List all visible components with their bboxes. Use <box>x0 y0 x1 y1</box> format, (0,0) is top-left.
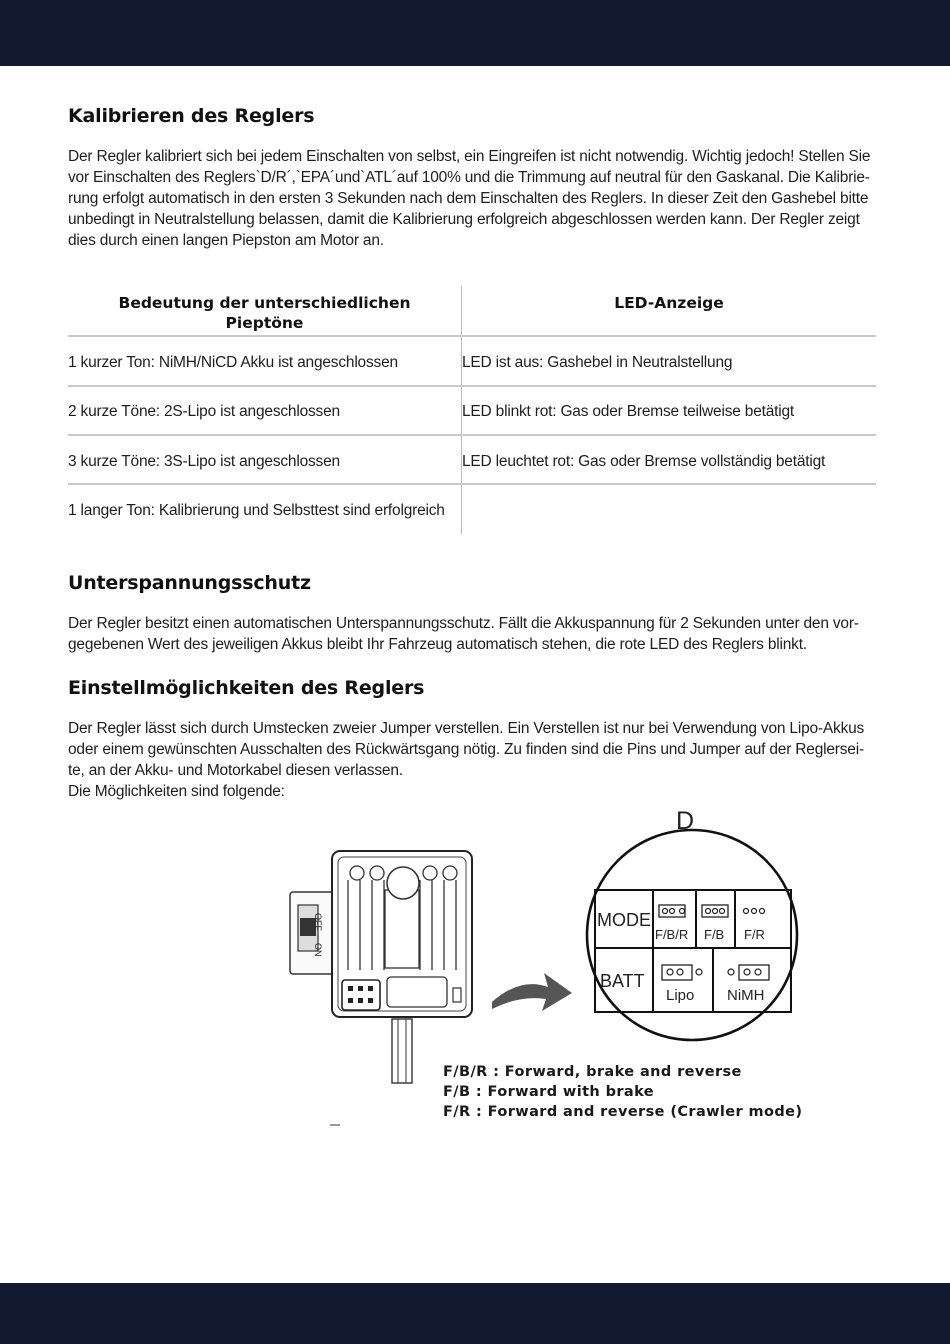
jumper-diagram <box>280 805 820 1135</box>
header-band <box>0 0 950 66</box>
undervoltage-text: Der Regler besitzt einen automatischen Unterspannungsschutz. Fällt die Akkuspannung für 2 Sekunden unter den vor- gegebenen Wert des jeweiligen Akkus bleibt Ihr Fahrzeug automatisch stehen, die rote LED des Reglers blinkt. <box>68 615 859 653</box>
table-row-divider <box>68 385 876 387</box>
table-row-divider <box>68 434 876 436</box>
switch-on-label: ON <box>313 943 323 957</box>
table-cell: LED ist aus: Gashebel in Neutralstellung <box>462 354 733 371</box>
table-cell: 1 langer Ton: Kalibrierung und Selbsttest sind erfolgreich <box>68 502 445 519</box>
section-title-settings: Einstellmöglichkeiten des Reglers <box>68 677 425 699</box>
table-row-divider <box>68 335 876 337</box>
batt-label: BATT <box>600 971 645 991</box>
settings-text: Der Regler lässt sich durch Umstecken zweier Jumper verstellen. Ein Verstellen ist nur bei Verwendung von Lipo-Akkus oder einem gewünschten Ausschalten des Rückwärtsgang nötig. Zu finden sind die Pins und Jumper auf der Reglersei- te, an der Akku- und Motorkabel diesen verlassen. Die Möglichkeiten sind folgende: <box>68 720 865 800</box>
beep-led-table <box>68 286 876 534</box>
table-cell: 1 kurzer Ton: NiMH/NiCD Akku ist angeschlossen <box>68 354 398 371</box>
mode-option-fb: F/B <box>704 927 725 942</box>
table-cell: LED blinkt rot: Gas oder Bremse teilweise betätigt <box>462 403 795 420</box>
table-header-led: LED-Anzeige <box>614 294 724 312</box>
table-row-divider <box>68 483 876 485</box>
jumper-legend <box>443 1062 802 1122</box>
table-cell: 3 kurze Töne: 3S-Lipo ist angeschlossen <box>68 453 340 470</box>
batt-option-nimh: NiMH <box>727 987 765 1004</box>
section-title-undervoltage: Unterspannungsschutz <box>68 572 311 594</box>
mode-label: MODE <box>597 910 651 930</box>
mode-option-fbr: F/B/R <box>655 927 689 942</box>
section-title-calibration: Kalibrieren des Reglers <box>68 105 315 127</box>
legend-item: F/B : Forward with brake <box>443 1084 655 1100</box>
table-cell: LED leuchtet rot: Gas oder Bremse vollständig betätigt <box>462 453 826 470</box>
footer-band <box>0 1283 950 1344</box>
table-cell: 2 kurze Töne: 2S-Lipo ist angeschlossen <box>68 403 340 420</box>
switch-off-label: OFF <box>313 913 323 931</box>
legend-item: F/R : Forward and reverse (Crawler mode) <box>443 1104 803 1120</box>
batt-option-lipo: Lipo <box>666 987 695 1004</box>
mode-option-fr: F/R <box>744 927 765 942</box>
detail-label: D <box>676 807 695 835</box>
calibration-text: Der Regler kalibriert sich bei jedem Einschalten von selbst, ein Eingreifen ist nicht notwendig. Wichtig jedoch! Stellen Sie vor Einschalten des Reglers`D/R´,`EPA´und`ATL´auf 100% und die Trimmung auf neutral für den Gaskanal. Die Kalibrie- rung erfolgt automatisch in den ersten 3 Sekunden nach dem Einschalten des Reglers. In dieser Zeit den Gashebel bitte unbedingt in Neutralstellung belassen, damit die Kalibrierung erfolgreich abgeschlossen werden kann. Der Regler zeigt dies durch einen langen Piepston am Motor an. <box>68 148 871 249</box>
table-header-beeps: Bedeutung der unterschiedlichen Pieptöne <box>118 294 411 332</box>
legend-item: F/B/R : Forward, brake and reverse <box>443 1064 742 1080</box>
